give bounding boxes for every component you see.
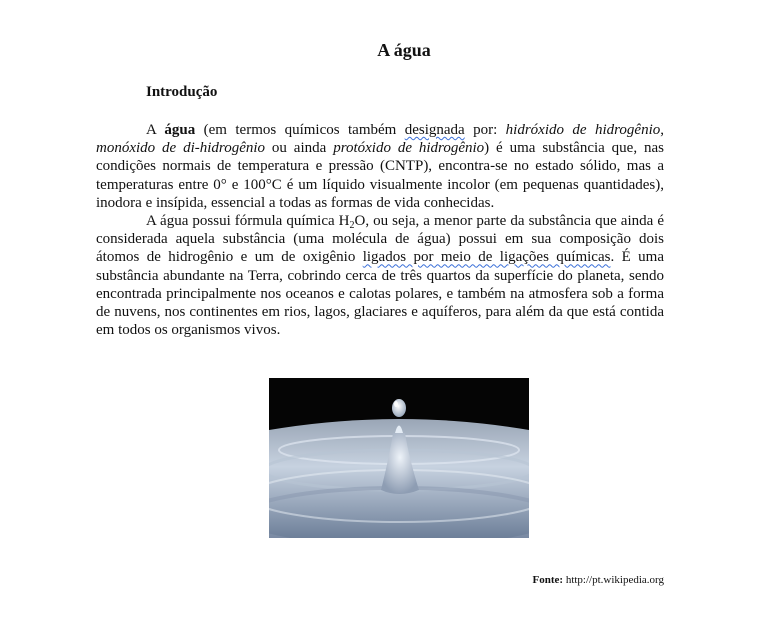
paragraph-1-text: ou ainda bbox=[265, 140, 334, 157]
paragraph-2-text: . É uma substância abundante na Terra, cobrindo cerca de três quartos da superfície do planeta, sendo encontrada principalmente nos oceanos e calotas polares, e também na atmosfera sob a forma de nuvens, nos continentes em rios, lagos, glaciares e aquíferos, para além da que está contida em todos os organismos vivos. bbox=[96, 249, 664, 339]
paragraph-1-text: , bbox=[660, 122, 664, 138]
paragraph-2-text: A água possui fórmula química H bbox=[146, 213, 350, 230]
italic-term: hidróxido de hidrogênio bbox=[505, 122, 661, 138]
paragraph-1-text: ) é uma substância que, nas condições normais de temperatura e pressão (CNTP), encontra-se no estado sólido, mas a temperaturas entre 0° e 100°C é um líquido visualmente incolor (em pequenas quantidades), inodora e insípida, essencial a todas as formas de vida conhecidas. bbox=[96, 140, 664, 211]
spellcheck-flagged-word: designada bbox=[404, 122, 465, 138]
bold-term: água bbox=[164, 122, 196, 138]
italic-term: protóxido de hidrogênio bbox=[333, 140, 485, 157]
source-url: http://pt.wikipedia.org bbox=[563, 574, 664, 586]
paragraph-1 bbox=[96, 121, 664, 212]
paragraph-1-text: A bbox=[146, 122, 165, 138]
source-label: Fonte: bbox=[532, 574, 564, 586]
italic-term: monóxido de di-hidrogênio bbox=[96, 140, 266, 157]
source-citation bbox=[533, 574, 664, 586]
body-text bbox=[96, 121, 664, 339]
paragraph-2-text: O, ou seja, a menor parte da substância que ainda é considerada aquela substância (uma molécula de água) possui em sua composição dois átomos de hidrogênio e um de oxigênio bbox=[96, 213, 664, 266]
section-heading: Introdução bbox=[146, 84, 218, 100]
formula-subscript: 2 bbox=[349, 220, 355, 232]
spellcheck-flagged-phrase: ligados por meio de ligações químicas bbox=[362, 249, 611, 266]
water-drop-photo bbox=[269, 378, 529, 538]
paragraph-1-text: por: bbox=[464, 122, 506, 138]
document-title: A água bbox=[377, 40, 431, 60]
paragraph-2 bbox=[96, 212, 664, 339]
paragraph-1-text: (em termos químicos também bbox=[195, 122, 405, 138]
